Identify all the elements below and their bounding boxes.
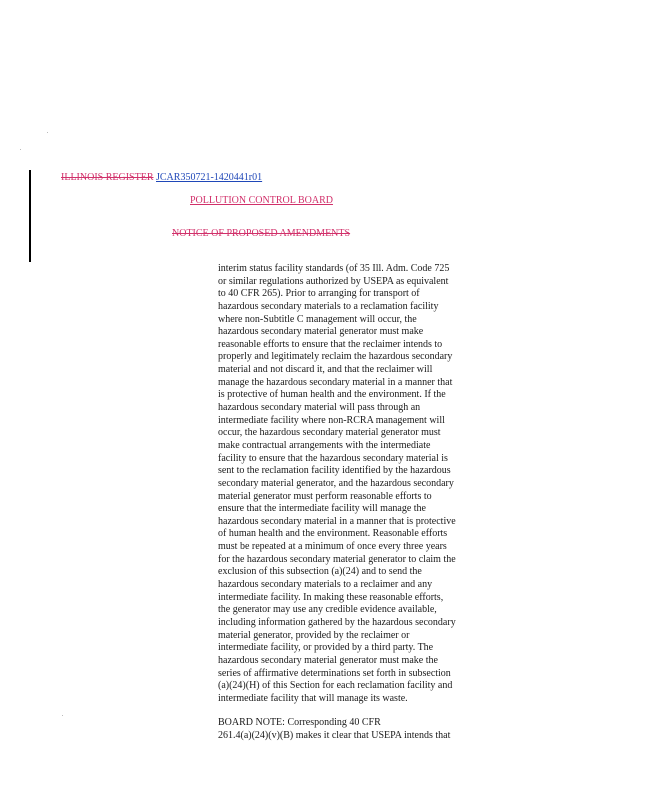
inserted-header-text[interactable]: JCAR350721-1420441r01 [156,172,263,183]
scan-speck [62,715,63,716]
text-line: intermediate facility where non-RCRA management will [218,414,445,426]
text-line: (a)(24)(H) of this Section for each reclamation facility and [218,680,453,692]
deleted-header-text: ILLINOIS REGISTER [61,172,154,183]
text-line: facility to ensure that the hazardous secondary material is [218,452,448,464]
text-line: must be repeated at a minimum of once every three years [218,541,447,553]
scan-speck [20,149,21,150]
board-note [218,717,468,742]
scan-speck [47,132,48,133]
text-line: for the hazardous secondary material generator to claim the [218,553,456,565]
text-line: or similar regulations authorized by USEPA as equivalent [218,275,449,287]
text-line: hazardous secondary materials to a reclamation facility [218,300,439,312]
text-line: 261.4(a)(24)(v)(B) makes it clear that USEPA intends that [218,730,451,742]
text-line: occur, the hazardous secondary material generator must [218,427,441,439]
text-line: sent to the reclamation facility identified by the hazardous [218,465,451,477]
text-line: interim status facility standards (of 35 Ill. Adm. Code 725 [218,263,450,274]
register-header [61,172,262,183]
text-line: intermediate facility. In making these reasonable efforts, [218,591,444,603]
text-line: hazardous secondary material in a manner that is protective [218,515,456,527]
text-line: exclusion of this subsection (a)(24) and to send the [218,566,422,578]
body-text [218,263,468,743]
text-line: ensure that the intermediate facility will manage the [218,503,426,515]
text-line: manage the hazardous secondary material in a manner that [218,376,453,388]
text-line: secondary material generator, and the hazardous secondary [218,477,454,489]
text-line: series of affirmative determinations set forth in subsection [218,667,451,679]
text-line: the generator may use any credible evidence available, [218,604,437,616]
board-title: POLLUTION CONTROL BOARD [190,195,333,206]
text-line: is protective of human health and the environment. If the [218,389,446,401]
text-line: material and not discard it, and that the reclaimer will [218,364,433,376]
text-line: hazardous secondary material generator must make [218,326,424,338]
text-line: material generator, provided by the reclaimer or [218,629,410,641]
notice-title: NOTICE OF PROPOSED AMENDMENTS [172,228,351,239]
text-line: hazardous secondary material generator must make the [218,654,438,666]
text-line: of human health and the environment. Reasonable efforts [218,528,448,540]
body-paragraph [218,263,468,705]
text-line: hazardous secondary material will pass through an [218,402,421,414]
text-line: reasonable efforts to ensure that the reclaimer intends to [218,338,443,350]
text-line: BOARD NOTE: Corresponding 40 CFR [218,717,381,729]
text-line: material generator must perform reasonable efforts to [218,490,432,502]
text-line: to 40 CFR 265). Prior to arranging for transport of [218,288,420,300]
text-line: where non-Subtitle C management will occur, the [218,313,417,325]
text-line: including information gathered by the hazardous secondary [218,616,456,628]
text-line: properly and legitimately reclaim the hazardous secondary [218,351,453,363]
revision-bar [29,170,31,262]
text-line: hazardous secondary materials to a reclaimer and any [218,579,433,591]
text-line: intermediate facility that will manage its waste. [218,692,408,704]
text-line: intermediate facility, or provided by a third party. The [218,642,434,654]
text-line: make contractual arrangements with the intermediate [218,439,431,451]
